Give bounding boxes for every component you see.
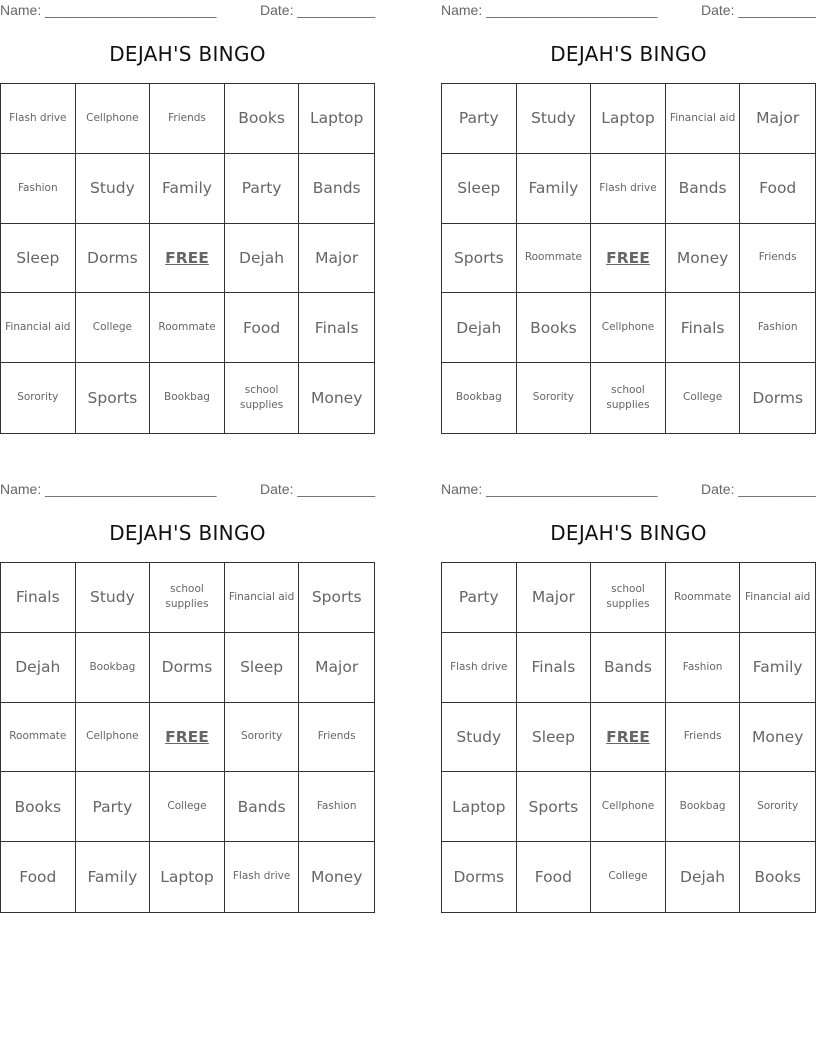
cell-text: Finals — [680, 318, 725, 337]
cell-text: Dejah — [15, 658, 61, 677]
bingo-cell — [299, 772, 374, 842]
bingo-cell — [517, 84, 592, 154]
bingo-cell — [150, 563, 225, 633]
bingo-cell — [1, 703, 76, 773]
bingo-cell — [225, 154, 300, 224]
cell-text: Food — [534, 868, 572, 887]
bingo-cell — [299, 84, 374, 154]
bingo-cell — [299, 363, 374, 433]
cell-text: Money — [751, 727, 804, 746]
cell-text: Bookbag — [89, 660, 136, 673]
cell-text: Family — [87, 868, 138, 887]
cell-text: Dorms — [161, 658, 213, 677]
bingo-cell — [442, 84, 517, 154]
bingo-cell — [76, 842, 151, 912]
bingo-cell — [1, 84, 76, 154]
bingo-cell — [225, 842, 300, 912]
bingo-cell — [442, 563, 517, 633]
name-field: Name: ______________________ — [441, 2, 658, 18]
bingo-cell — [666, 703, 741, 773]
bingo-cell — [666, 293, 741, 363]
cell-text: Cellphone — [86, 111, 139, 124]
bingo-cell — [76, 563, 151, 633]
cell-text: Financial aid — [669, 111, 736, 124]
bingo-cell — [1, 224, 76, 294]
date-field: Date: __________ — [701, 481, 816, 497]
name-date-line — [0, 479, 376, 499]
bingo-grid — [0, 83, 375, 434]
bingo-cell — [76, 293, 151, 363]
cell-text: Flash drive — [599, 181, 657, 194]
bingo-cell — [76, 772, 151, 842]
bingo-cell — [1, 293, 76, 363]
cell-text: Books — [14, 797, 62, 816]
card-title: DEJAH'S BINGO — [550, 42, 707, 66]
cell-text: Food — [243, 318, 281, 337]
cell-text: school supplies — [239, 383, 284, 412]
bingo-cell — [225, 224, 300, 294]
bingo-cell — [591, 633, 666, 703]
bingo-cell — [225, 363, 300, 433]
bingo-cell — [442, 772, 517, 842]
bingo-cell — [1, 154, 76, 224]
date-field: Date: __________ — [701, 2, 816, 18]
cell-text: Roommate — [158, 321, 216, 334]
bingo-cell — [1, 842, 76, 912]
cell-text: Bands — [237, 797, 286, 816]
cell-text: Books — [238, 109, 285, 128]
cell-text: Study — [90, 179, 135, 198]
cell-text: Friends — [317, 730, 356, 743]
bingo-cell — [740, 563, 815, 633]
cell-text: Fashion — [17, 181, 58, 194]
bingo-cell — [76, 84, 151, 154]
cell-text: Major — [756, 109, 800, 128]
bingo-grid — [441, 562, 816, 913]
bingo-cell — [442, 224, 517, 294]
cell-text: FREE — [606, 248, 650, 267]
cell-text: Laptop — [601, 109, 655, 128]
bingo-cell — [666, 84, 741, 154]
bingo-cell — [517, 363, 592, 433]
cell-text: Party — [92, 797, 133, 816]
bingo-cell — [299, 703, 374, 773]
cell-text: Food — [759, 179, 797, 198]
bingo-cell — [666, 363, 741, 433]
cell-text: College — [167, 800, 207, 813]
bingo-cell — [517, 293, 592, 363]
bingo-cell — [299, 563, 374, 633]
cell-text: Money — [310, 389, 363, 408]
cell-text: Family — [752, 658, 803, 677]
cell-text: Books — [754, 868, 802, 887]
bingo-cell — [225, 703, 300, 773]
cell-text: Food — [19, 868, 57, 887]
cell-text: Party — [241, 179, 282, 198]
bingo-cell — [442, 363, 517, 433]
cell-text: College — [92, 321, 132, 334]
cell-text: Friends — [758, 251, 797, 264]
bingo-cell — [666, 633, 741, 703]
bingo-grid — [441, 83, 816, 434]
bingo-cell — [76, 633, 151, 703]
cell-text: College — [608, 870, 648, 883]
cell-text: Family — [162, 179, 212, 198]
cell-text: Roommate — [524, 251, 582, 264]
bingo-cell — [150, 842, 225, 912]
cell-text: Flash drive — [450, 660, 508, 673]
cell-text: Cellphone — [601, 800, 655, 813]
bingo-cell — [299, 633, 374, 703]
cell-text: Laptop — [160, 868, 214, 887]
name-date-line — [441, 0, 816, 20]
bingo-cell — [740, 703, 815, 773]
bingo-cell — [1, 363, 76, 433]
card-title: DEJAH'S BINGO — [109, 42, 266, 66]
name-field: Name: ______________________ — [0, 481, 217, 497]
bingo-cell — [442, 293, 517, 363]
cell-text: Finals — [531, 658, 576, 677]
cell-text: Financial aid — [745, 590, 811, 603]
bingo-cell — [666, 154, 741, 224]
cell-text: Laptop — [310, 109, 364, 128]
cell-text: Study — [531, 109, 576, 128]
cell-text: Bookbag — [679, 800, 726, 813]
bingo-cell — [299, 154, 374, 224]
free-space-cell — [150, 224, 225, 294]
bingo-cell — [740, 224, 815, 294]
cell-text: Bookbag — [164, 391, 210, 404]
cell-text: Fashion — [757, 321, 798, 334]
bingo-cell — [442, 633, 517, 703]
cell-text: FREE — [165, 727, 209, 746]
card-title: DEJAH'S BINGO — [109, 521, 266, 545]
cell-text: Sleep — [16, 248, 60, 267]
bingo-cell — [666, 224, 741, 294]
bingo-cell — [591, 293, 666, 363]
bingo-cell — [150, 633, 225, 703]
bingo-cell — [591, 154, 666, 224]
bingo-cell — [225, 772, 300, 842]
cell-text: College — [683, 391, 723, 404]
bingo-cell — [150, 154, 225, 224]
cell-text: Sorority — [241, 730, 283, 743]
bingo-cell — [517, 772, 592, 842]
cell-text: Major — [315, 248, 359, 267]
bingo-cell — [591, 772, 666, 842]
bingo-cell — [740, 154, 815, 224]
cell-text: Study — [90, 588, 135, 607]
bingo-cell — [517, 563, 592, 633]
bingo-cell — [150, 84, 225, 154]
bingo-cell — [442, 703, 517, 773]
cell-text: Sports — [87, 389, 138, 408]
cell-text: Friends — [683, 730, 722, 743]
bingo-cell — [150, 293, 225, 363]
cell-text: Dejah — [456, 318, 502, 337]
bingo-cell — [150, 363, 225, 433]
cell-text: Bands — [678, 179, 727, 198]
bingo-cell — [740, 842, 815, 912]
bingo-cell — [591, 563, 666, 633]
bingo-cell — [740, 772, 815, 842]
cell-text: Flash drive — [232, 870, 291, 883]
bingo-cell — [517, 842, 592, 912]
cell-text: Dorms — [87, 248, 138, 267]
bingo-cell — [740, 363, 815, 433]
cell-text: school supplies — [606, 583, 650, 611]
bingo-cell — [1, 772, 76, 842]
bingo-cell — [666, 772, 741, 842]
cell-text: Sleep — [457, 179, 501, 198]
cell-text: Fashion — [316, 800, 357, 813]
cell-text: FREE — [606, 727, 650, 746]
bingo-cell — [76, 154, 151, 224]
cell-text: Sports — [311, 588, 362, 607]
bingo-cell — [666, 842, 741, 912]
cell-text: Sorority — [532, 391, 574, 404]
free-space-cell — [150, 703, 225, 773]
cell-text: Cellphone — [86, 730, 139, 743]
cell-text: Sorority — [757, 800, 799, 813]
cell-text: Finals — [15, 588, 60, 607]
bingo-cell — [740, 84, 815, 154]
bingo-cell — [442, 842, 517, 912]
bingo-cell — [517, 224, 592, 294]
cell-text: Financial aid — [5, 321, 71, 334]
cell-text: Dejah — [239, 248, 285, 267]
bingo-cell — [442, 154, 517, 224]
cell-text: Laptop — [452, 797, 506, 816]
name-field: Name: ______________________ — [0, 2, 217, 18]
cell-text: Party — [458, 588, 499, 607]
card-title: DEJAH'S BINGO — [550, 521, 707, 545]
cell-text: FREE — [165, 248, 209, 267]
cell-text: Bookbag — [455, 391, 502, 404]
cell-text: Sports — [528, 797, 579, 816]
date-field: Date: __________ — [260, 481, 376, 497]
cell-text: Roommate — [674, 590, 732, 603]
bingo-cell — [299, 293, 374, 363]
cell-text: Flash drive — [9, 111, 67, 124]
cell-text: Sleep — [240, 658, 284, 677]
name-date-line — [441, 479, 816, 499]
cell-text: Money — [676, 248, 729, 267]
bingo-cell — [666, 563, 741, 633]
bingo-cell — [150, 772, 225, 842]
bingo-cell — [740, 633, 815, 703]
bingo-cell — [1, 563, 76, 633]
cell-text: Finals — [314, 318, 359, 337]
cell-text: Major — [315, 658, 359, 677]
cell-text: Sorority — [17, 391, 59, 404]
cell-text: Sports — [453, 248, 504, 267]
cell-text: Dorms — [453, 868, 505, 887]
bingo-cell — [225, 84, 300, 154]
bingo-cell — [591, 842, 666, 912]
bingo-cell — [591, 363, 666, 433]
bingo-cell — [76, 703, 151, 773]
cell-text: Bands — [312, 179, 361, 198]
cell-text: Friends — [168, 111, 206, 124]
cell-text: Major — [531, 588, 575, 607]
name-date-line — [0, 0, 376, 20]
date-field: Date: __________ — [260, 2, 376, 18]
bingo-cell — [76, 363, 151, 433]
cell-text: Financial aid — [228, 590, 295, 603]
cell-text: Study — [456, 727, 502, 746]
free-space-cell — [591, 703, 666, 773]
cell-text: Party — [458, 109, 499, 128]
cell-text: Roommate — [9, 730, 67, 743]
bingo-cell — [517, 154, 592, 224]
bingo-cell — [740, 293, 815, 363]
bingo-cell — [225, 633, 300, 703]
cell-text: Family — [528, 179, 579, 198]
cell-text: Fashion — [682, 660, 723, 673]
cell-text: Dorms — [752, 389, 804, 408]
cell-text: Sleep — [531, 727, 575, 746]
cell-text: school supplies — [606, 383, 650, 412]
bingo-cell — [299, 224, 374, 294]
bingo-cell — [299, 842, 374, 912]
cell-text: Cellphone — [601, 321, 655, 334]
bingo-cell — [225, 293, 300, 363]
cell-text: Books — [530, 318, 577, 337]
cell-text: Bands — [604, 658, 652, 677]
bingo-cell — [76, 224, 151, 294]
bingo-cell — [517, 703, 592, 773]
cell-text: school supplies — [165, 583, 209, 611]
bingo-cell — [591, 84, 666, 154]
bingo-cell — [225, 563, 300, 633]
free-space-cell — [591, 224, 666, 294]
bingo-cell — [1, 633, 76, 703]
cell-text: Money — [310, 868, 363, 887]
bingo-grid — [0, 562, 375, 913]
name-field: Name: ______________________ — [441, 481, 658, 497]
bingo-cell — [517, 633, 592, 703]
cell-text: Dejah — [680, 868, 726, 887]
